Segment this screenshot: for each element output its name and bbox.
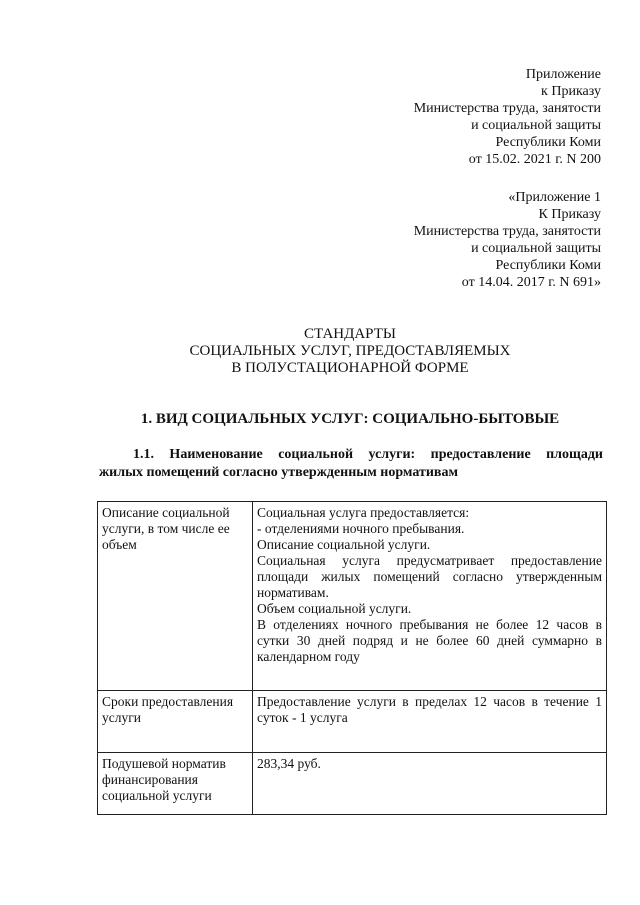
standards-title-line: СОЦИАЛЬНЫХ УСЛУГ, ПРЕДОСТАВЛЯЕМЫХ xyxy=(189,343,511,359)
appendix-previous-line: Республики Коми xyxy=(495,258,601,273)
description-line: В отделениях ночного пребывания не более 12 часов в сутки 30 дней подряд и не более 60 дней суммарно в календарном году xyxy=(257,617,602,664)
table-row xyxy=(98,691,607,753)
standards-title-line: В ПОЛУСТАЦИОНАРНОЙ ФОРМЕ xyxy=(231,360,469,376)
description-line: Описание социальной услуги. xyxy=(257,537,431,552)
standards-title xyxy=(0,326,640,377)
appendix-current-line: Приложение xyxy=(525,67,601,82)
service-standard-table xyxy=(97,501,607,815)
description-line: Объем социальной услуги. xyxy=(257,601,412,616)
row-label-financing: Подушевой норматив финансирования социальной услуги xyxy=(98,753,253,815)
appendix-current-line: и социальной защиты xyxy=(471,118,601,133)
row-value-terms xyxy=(253,691,607,753)
appendix-previous-line: «Приложение 1 xyxy=(508,190,601,205)
description-line: Социальная услуга предоставляется: xyxy=(257,505,470,520)
table-row xyxy=(98,502,607,691)
appendix-previous-line: Министерства труда, занятости xyxy=(413,224,601,239)
appendix-previous-line: от 14.04. 2017 г. N 691» xyxy=(461,275,601,290)
appendix-current-line: Республики Коми xyxy=(495,135,601,150)
service-heading-line2: жилых помещений согласно утвержденным нормативам xyxy=(99,465,459,480)
appendix-previous-block xyxy=(414,189,601,291)
appendix-current-line: от 15.02. 2021 г. N 200 xyxy=(468,152,601,167)
terms-line: Предоставление услуги в пределах 12 часов в течение 1 суток - 1 услуга xyxy=(257,694,602,725)
table-row xyxy=(98,753,607,815)
row-value-financing xyxy=(253,753,607,815)
description-line: Социальная услуга предусматривает предоставление площади жилых помещений согласно утвержденным нормативам. xyxy=(257,553,602,600)
appendix-current-block xyxy=(414,66,601,168)
appendix-previous-line: К Приказу xyxy=(538,207,601,222)
appendix-current-line: к Приказу xyxy=(541,84,601,99)
financing-line: 283,34 руб. xyxy=(257,756,321,771)
standards-title-line: СТАНДАРТЫ xyxy=(304,326,396,342)
appendix-previous-line: и социальной защиты xyxy=(471,241,601,256)
row-label-description: Описание социальной услуги, в том числе ее объем xyxy=(98,502,253,691)
section-heading: 1. ВИД СОЦИАЛЬНЫХ УСЛУГ: СОЦИАЛЬНО-БЫТОВЫЕ xyxy=(140,411,560,427)
service-heading xyxy=(99,446,603,482)
service-heading-line1: 1.1. Наименование социальной услуги: предоставление площади xyxy=(133,447,603,462)
appendix-current-line: Министерства труда, занятости xyxy=(413,101,601,116)
row-label-terms: Сроки предоставления услуги xyxy=(98,691,253,753)
description-line: - отделениями ночного пребывания. xyxy=(257,521,465,536)
row-value-description xyxy=(253,502,607,691)
